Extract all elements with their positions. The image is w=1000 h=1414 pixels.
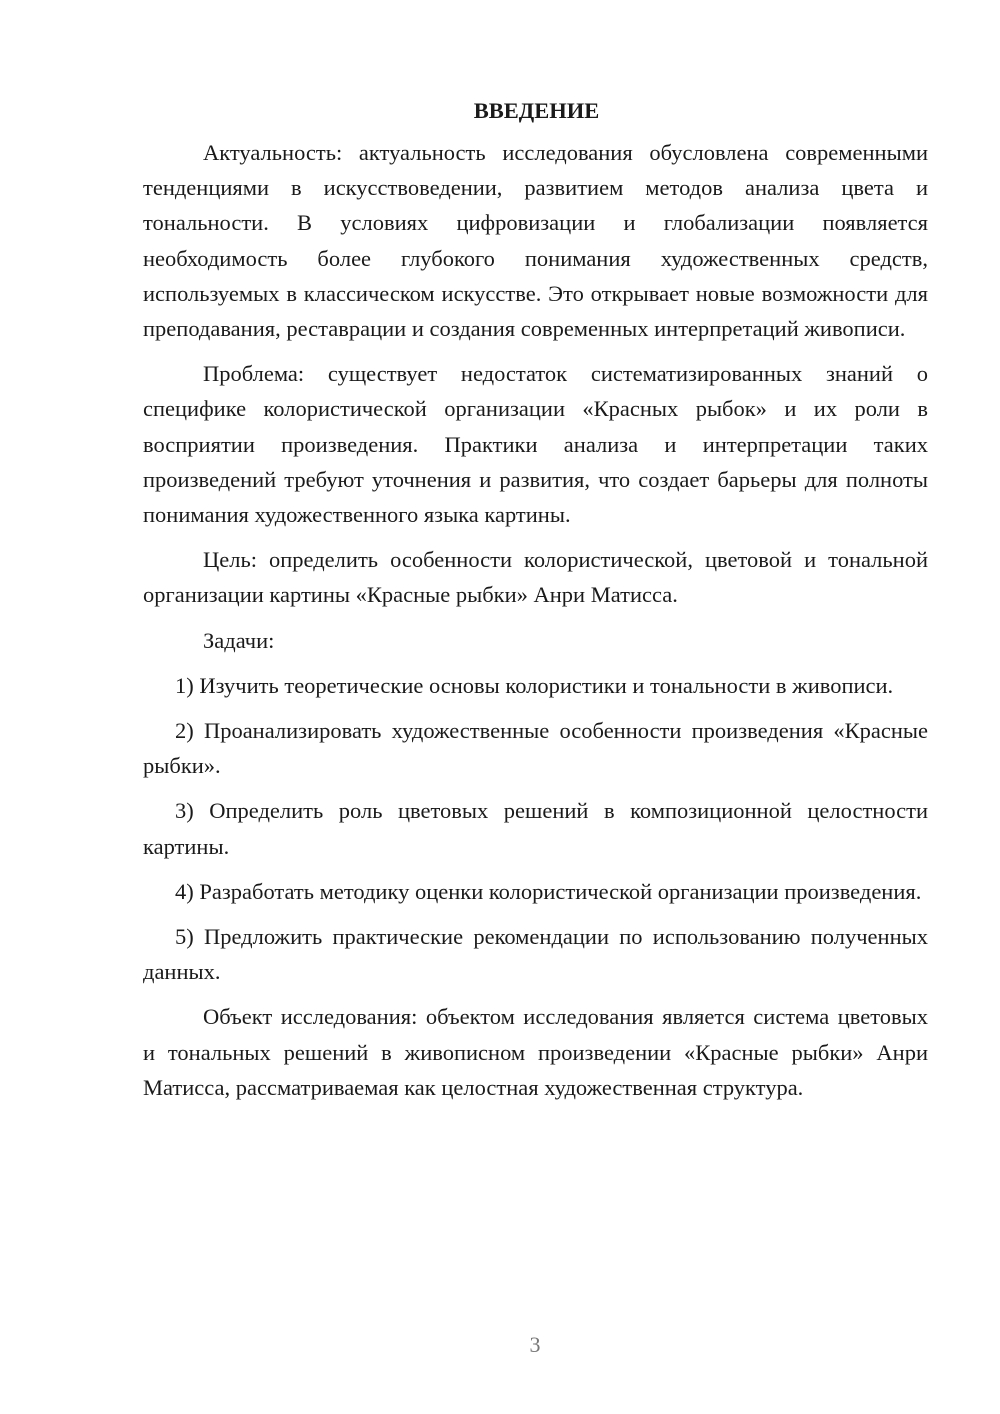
task-item-1: 1) Изучить теоретические основы колористики и тональности в живописи. [175, 672, 894, 698]
paragraph-problem: Проблема: существует недостаток систематизированных знаний о специфике колористической организации «Красных рыбок» и их роли в восприятии произведения. Практики анализа и интерпретации таких произведений требуют уточнения и развития, что создает барьеры для полноты понимания художественного языка картины. [143, 361, 928, 528]
task-item-2: 2) Проанализировать художественные особенности произведения «Красные рыбки». [143, 718, 928, 779]
paragraph-goal: Цель: определить особенности колористической, цветовой и тональной организации картины «Красные рыбки» Анри Матисса. [143, 547, 928, 608]
tasks-label: Задачи: [203, 627, 275, 653]
task-item-5: 5) Предложить практические рекомендации по использованию полученных данных. [143, 924, 928, 985]
page-content [143, 93, 928, 1115]
paragraph-relevance: Актуальность: актуальность исследования обусловлена современными тенденциями в искусствоведении, развитием методов анализа цвета и тональности. В условиях цифровизации и глобализации появляется необходимость более глубокого понимания художественных средств, используемых в классическом искусстве. Это открывает новые возможности для преподавания, реставрации и создания современных интерпретаций живописи. [143, 140, 928, 342]
task-item-4: 4) Разработать методику оценки колористической организации произведения. [175, 878, 922, 904]
paragraph-object: Объект исследования: объектом исследования является система цветовых и тональных решений в живописном произведении «Красные рыбки» Анри Матисса, рассматриваемая как целостная художественная структура. [143, 1004, 928, 1100]
section-heading: ВВЕДЕНИЕ [473, 98, 600, 123]
page-number: 3 [529, 1332, 541, 1357]
task-item-3: 3) Определить роль цветовых решений в композиционной целостности картины. [143, 798, 928, 859]
